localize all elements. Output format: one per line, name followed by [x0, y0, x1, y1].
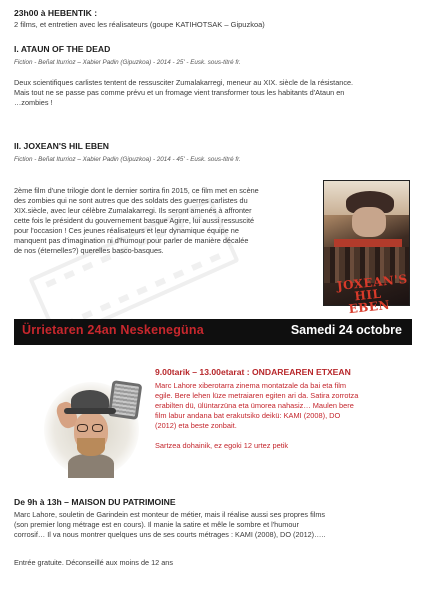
ondarearen-heading: 9.00tarik – 13.00etarat : ONDAREAREN ETXEAN: [155, 367, 351, 377]
film-2-poster: [323, 180, 410, 317]
film-2-description: [14, 186, 316, 256]
hebentik-intro: 2 films, et entretien avec les réalisateurs (goupe KATIHOTSAK – Gipuzkoa): [14, 20, 265, 29]
patrimoine-description: [14, 510, 414, 540]
film-2-line: de nos (éternelles?) querelles basco-basques.: [14, 246, 164, 255]
film-2-line: XIX.siècle, avec leur célèbre Zumalakarregi. Ils seront amenés à affronter: [14, 206, 252, 215]
film-1-description: [14, 78, 414, 108]
film-2-meta: Fiction - Beñat Iturrioz – Xabier Padin (Gipuzkoa) - 2014 - 45' - Eusk. sous-titré fr.: [14, 156, 241, 163]
poster-title: JOXEAN'S HIL EBEN: [336, 271, 409, 317]
patrimoine-note: Entrée gratuite. Déconseillé aux moins de 12 ans: [14, 558, 174, 567]
film-2-title: II. JOXEAN'S HIL EBEN: [14, 141, 110, 151]
ondarearen-line: film labur andana bat erakutsiko deikü: KAMI (2008), DO: [155, 411, 341, 420]
ondarearen-description: [155, 381, 413, 431]
ondarearen-line: Marc Lahore xiberotarra zinema montatzale da bai eta film: [155, 381, 347, 390]
film-2-line: des zombies qui ne sont autres que des soldats des guerres carlistes du: [14, 196, 248, 205]
film-1-line: Deux scientifiques carlistes tentent de ressusciter Zumalakarregi, meneur au XIX. siècle de la résistance.: [14, 78, 354, 87]
filmmaker-photo: [44, 372, 139, 480]
hebentik-heading: 23h00 à HEBENTIK :: [14, 8, 98, 18]
film-2-line: 2ème film d'une trilogie dont le dernier sortira fin 2015, ce film met en scène: [14, 186, 259, 195]
film-1-meta: Fiction - Beñat Iturrioz – Xabier Padin (Gipuzkoa) - 2014 - 25' - Eusk. sous-titré fr.: [14, 59, 241, 66]
ondarearen-note: Sartzea dohainik, ez egoki 12 urtez petik: [155, 441, 289, 450]
ondarearen-line: erabilten dü, ülüntarzüna eta ümorea nahasiz… Maulen bere: [155, 401, 354, 410]
film-2-line: manquent pas d'imagination ni d'humour pour parler de manière décalée: [14, 236, 249, 245]
patrimoine-line: Marc Lahore, souletin de Garindein est monteur de métier, mais il réalise aussi ses propres films: [14, 510, 326, 519]
ondarearen-line: egile. Bere lehen lüze metraiaren egiten ari da. Satira zorrotza: [155, 391, 359, 400]
ondarearen-line: (2012) eta beste zonbait.: [155, 421, 237, 430]
film-1-title: I. ATAUN OF THE DEAD: [14, 44, 111, 54]
banner-basque-date: Ürrietaren 24an Neskenegüna: [22, 323, 204, 337]
patrimoine-heading: De 9h à 13h – MAISON DU PATRIMOINE: [14, 497, 176, 507]
film-2-line: cette fois le président du gouvernement basque Agirre, lui aussi ressuscité: [14, 216, 255, 225]
patrimoine-line: (son premier long métrage est en cours). Il manie la satire et mêle le sombre et l'humour: [14, 520, 299, 529]
banner-french-date: Samedi 24 octobre: [290, 323, 402, 337]
patrimoine-line: corrosif… Il va nous montrer quelques uns de ses courts métrages : KAMI (2008), DO (2012)…..: [14, 530, 326, 539]
date-banner: [14, 319, 412, 345]
film-1-line: …zombies !: [14, 98, 53, 107]
film-1-line: Mais tout ne se passe pas comme prévu et un fromage vient transformer tous les habitants d'Ataun en: [14, 88, 345, 97]
film-2-line: pour l'occasion ! Ces jeunes réalisateurs et leur dynamique équipe ne: [14, 226, 239, 235]
